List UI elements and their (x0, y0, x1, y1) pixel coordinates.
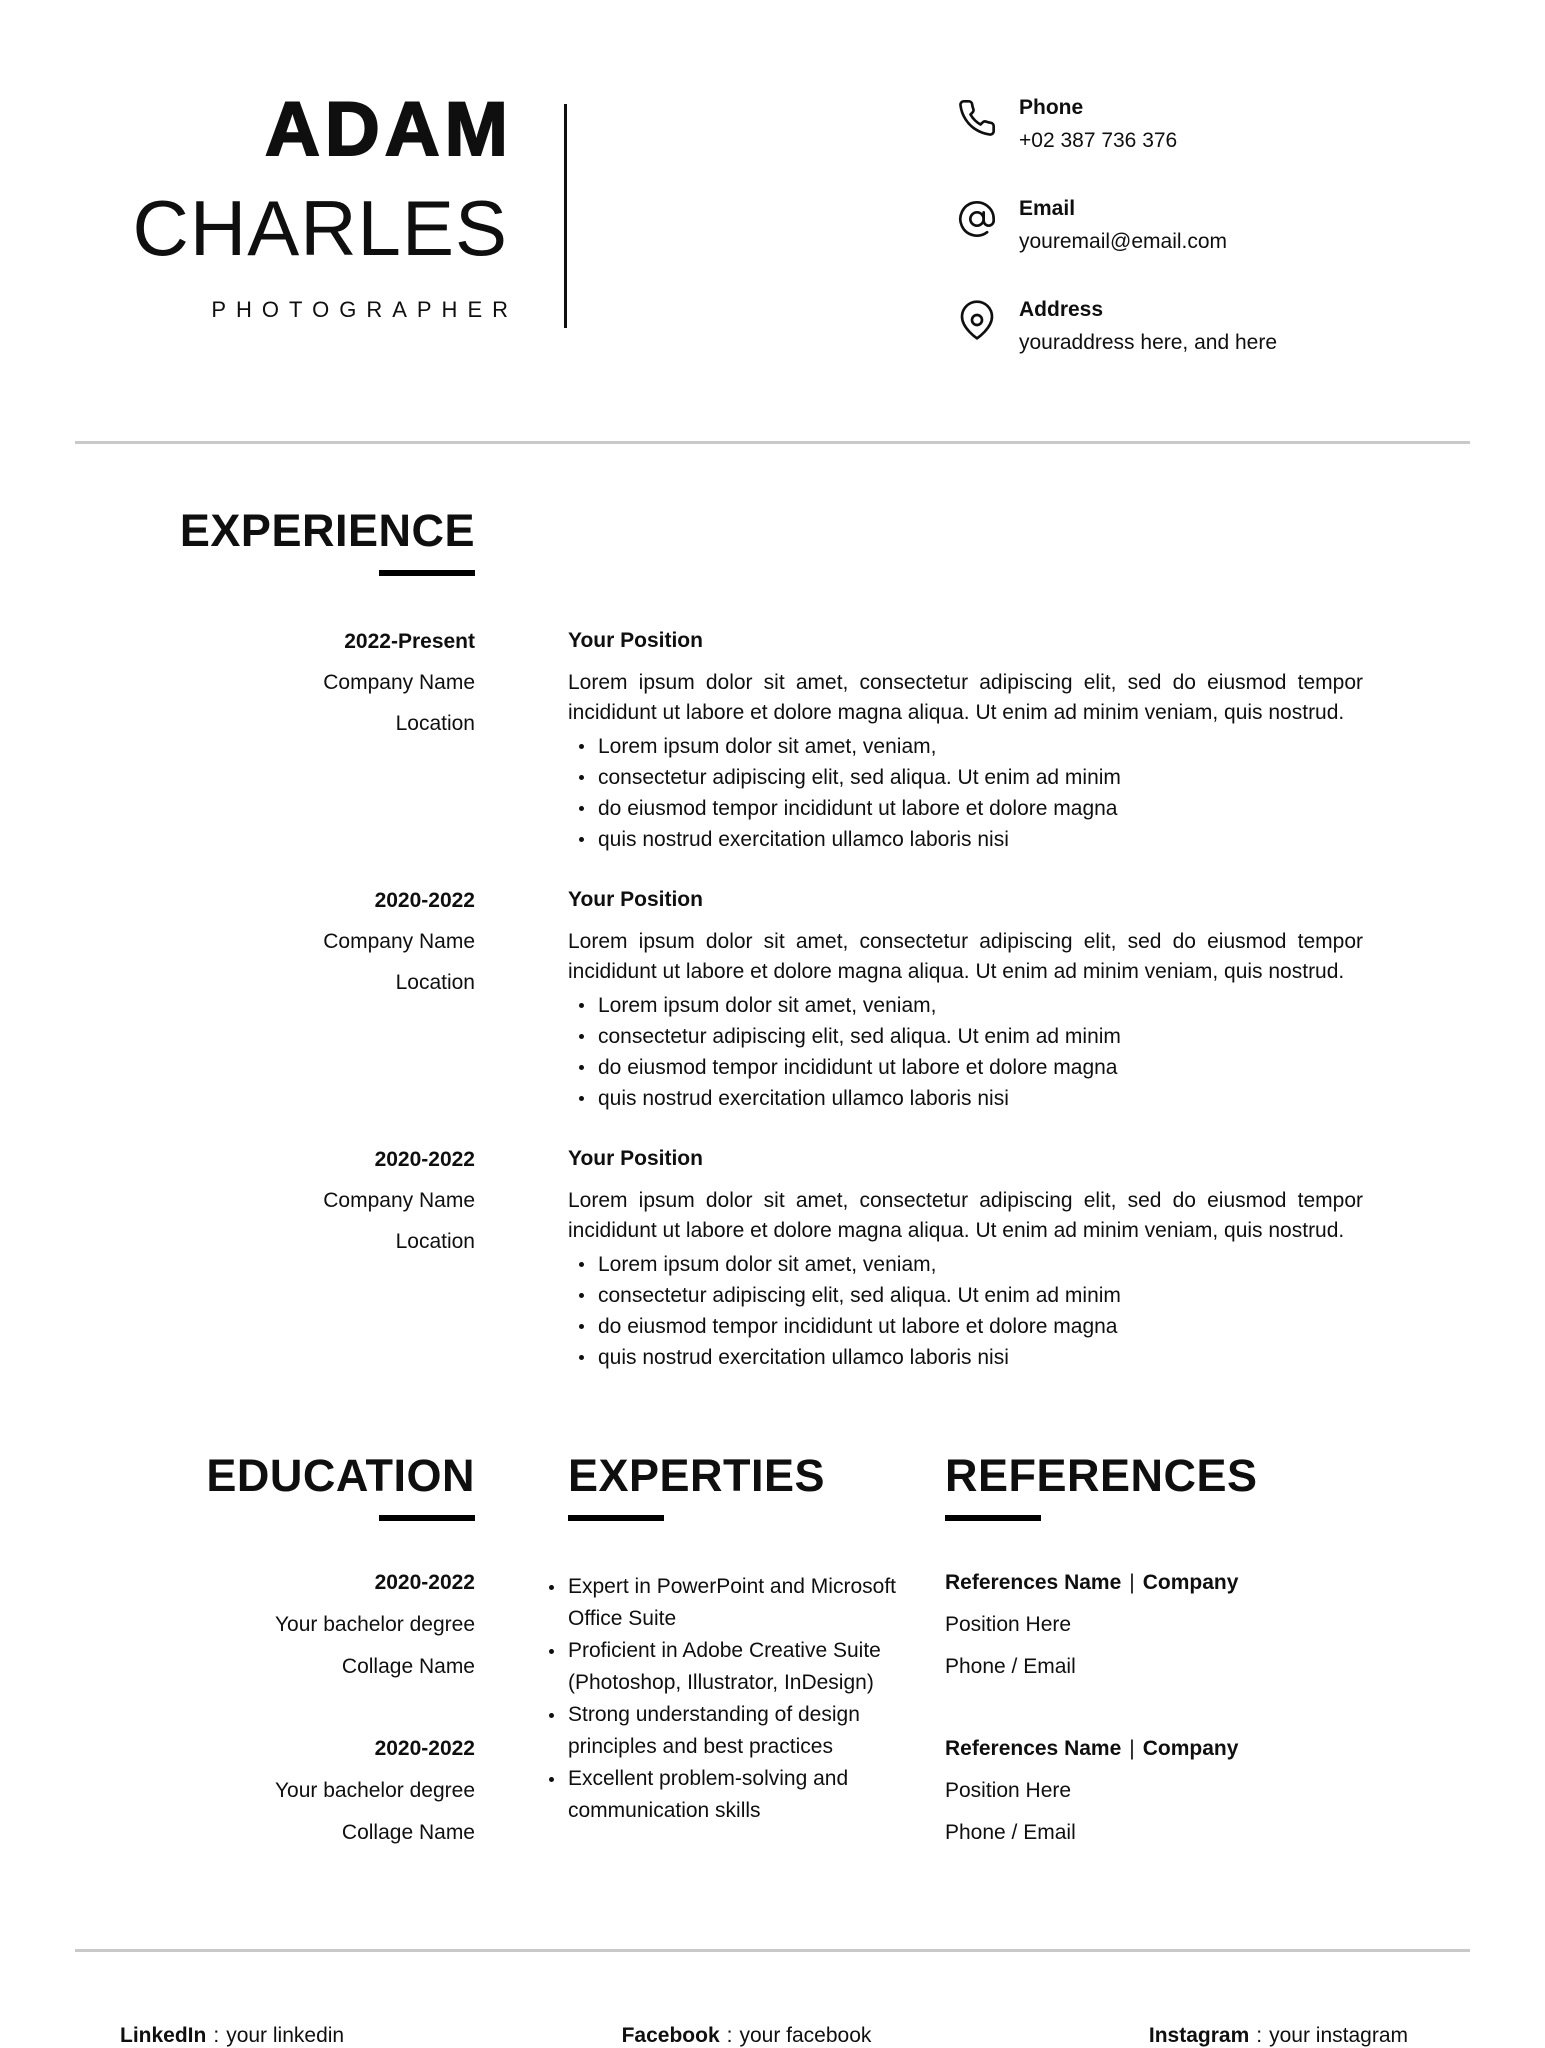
entry-meta (75, 630, 475, 855)
role-title: PHOTOGRAPHER (211, 297, 518, 322)
education-entry (75, 1737, 475, 1845)
entry-period: 2020-2022 (374, 889, 475, 912)
top-divider (75, 441, 1470, 444)
reference-name-line (945, 1737, 1470, 1761)
reference-name-line (945, 1571, 1470, 1595)
entry-meta (75, 1148, 475, 1373)
experties-item: Strong understanding of design principles and best practices (568, 1699, 912, 1763)
contact-row-email (957, 197, 1277, 254)
entry-company: Company Name (323, 671, 475, 694)
contact-text-email (1019, 197, 1227, 254)
email-value: youremail@email.com (1019, 230, 1228, 253)
experties-item: Proficient in Adobe Creative Suite (Photoshop, Illustrator, InDesign) (568, 1635, 912, 1699)
contact-row-address (957, 298, 1277, 355)
entry-bullet: do eiusmod tempor incididunt ut labore et dolore magna (568, 1052, 1363, 1083)
education-degree: Your bachelor degree (274, 1779, 475, 1802)
footer-item-facebook (622, 2024, 872, 2048)
reference-name: References Name (945, 1571, 1122, 1594)
entry-position: Your Position (568, 1147, 703, 1170)
reference-company: Company (1142, 1571, 1239, 1594)
entry-detail (568, 630, 1363, 855)
entry-bullet: quis nostrud exercitation ullamco laboris nisi (568, 1083, 1363, 1114)
references-heading: REFERENCES (945, 1450, 1258, 1501)
reference-entry (945, 1571, 1470, 1679)
experience-heading-block (75, 505, 475, 576)
contact-text-phone (1019, 96, 1177, 153)
email-label: Email (1019, 197, 1076, 220)
contact-block (957, 96, 1277, 355)
experties-heading: EXPERTIES (568, 1450, 826, 1501)
instagram-value: your instagram (1269, 2024, 1408, 2047)
entry-bullet: quis nostrud exercitation ullamco laboris nisi (568, 1342, 1363, 1373)
entry-company: Company Name (323, 1189, 475, 1212)
entry-bullet: consectetur adipiscing elit, sed aliqua. Ut enim ad minim (568, 762, 1363, 793)
entry-summary: Lorem ipsum dolor sit amet, consectetur adipiscing elit, sed do eiusmod tempor incididunt ut labore et dolore magna aliqua. Ut enim ad minim veniam, quis nostrud. (568, 930, 1363, 983)
experties-heading-rule (568, 1515, 664, 1521)
entry-position: Your Position (568, 888, 703, 911)
entry-bullet: consectetur adipiscing elit, sed aliqua. Ut enim ad minim (568, 1021, 1363, 1052)
entry-company: Company Name (323, 930, 475, 953)
experties-item: Expert in PowerPoint and Microsoft Office Suite (568, 1571, 912, 1635)
reference-separator: | (1129, 1571, 1135, 1594)
experience-entry (75, 1148, 1470, 1373)
references-heading-block (945, 1450, 1470, 1521)
experties-column (568, 1450, 912, 1903)
entry-bullet-list (568, 990, 1363, 1114)
experience-heading-rule (379, 570, 475, 576)
name-block (75, 87, 518, 323)
header (75, 0, 1470, 355)
entry-bullet-list (568, 1249, 1363, 1373)
entry-meta (75, 889, 475, 1114)
entry-bullet: do eiusmod tempor incididunt ut labore et dolore magna (568, 793, 1363, 824)
entry-position: Your Position (568, 629, 703, 652)
phone-label: Phone (1019, 96, 1084, 119)
footer (75, 2024, 1470, 2048)
entry-bullet: quis nostrud exercitation ullamco laboris nisi (568, 824, 1363, 855)
entry-location: Location (395, 971, 475, 994)
linkedin-value: your linkedin (226, 2024, 345, 2047)
education-period: 2020-2022 (374, 1571, 475, 1594)
experties-item: Excellent problem-solving and communication skills (568, 1763, 912, 1827)
at-sign-icon (957, 199, 999, 254)
entry-location: Location (395, 712, 475, 735)
entry-summary: Lorem ipsum dolor sit amet, consectetur adipiscing elit, sed do eiusmod tempor incididunt ut labore et dolore magna aliqua. Ut enim ad minim veniam, quis nostrud. (568, 671, 1363, 724)
education-heading-rule (379, 1515, 475, 1521)
experties-list (568, 1571, 912, 1827)
footer-item-linkedin (120, 2024, 344, 2048)
education-school: Collage Name (341, 1821, 475, 1844)
experience-entry (75, 630, 1470, 855)
linkedin-label: LinkedIn (120, 2024, 207, 2047)
entry-detail (568, 889, 1363, 1114)
education-entry (75, 1571, 475, 1679)
reference-company: Company (1142, 1737, 1239, 1760)
footer-separator: : (213, 2024, 220, 2047)
first-name: ADAM (265, 87, 513, 172)
contact-text-address (1019, 298, 1277, 355)
experience-heading: EXPERIENCE (179, 505, 475, 556)
experties-heading-block (568, 1450, 912, 1521)
entry-detail (568, 1148, 1363, 1373)
education-period: 2020-2022 (374, 1737, 475, 1760)
experience-entry (75, 889, 1470, 1114)
reference-position: Position Here (945, 1779, 1072, 1802)
footer-separator: : (726, 2024, 733, 2047)
reference-separator: | (1129, 1737, 1135, 1760)
education-degree: Your bachelor degree (274, 1613, 475, 1636)
references-column (945, 1450, 1470, 1903)
entry-bullet: Lorem ipsum dolor sit amet, veniam, (568, 731, 1363, 762)
entry-bullet: do eiusmod tempor incididunt ut labore et dolore magna (568, 1311, 1363, 1342)
entry-location: Location (395, 1230, 475, 1253)
education-school: Collage Name (341, 1655, 475, 1678)
reference-entry (945, 1737, 1470, 1845)
bottom-section (75, 1450, 1470, 1903)
footer-item-instagram (1149, 2024, 1408, 2048)
entry-bullet: Lorem ipsum dolor sit amet, veniam, (568, 990, 1363, 1021)
map-pin-icon (957, 300, 999, 355)
entry-bullet: consectetur adipiscing elit, sed aliqua. Ut enim ad minim (568, 1280, 1363, 1311)
footer-separator: : (1256, 2024, 1263, 2047)
last-name: CHARLES (132, 184, 508, 272)
reference-name: References Name (945, 1737, 1122, 1760)
education-column (75, 1450, 475, 1903)
address-label: Address (1019, 298, 1104, 321)
address-value: youraddress here, and here (1019, 331, 1277, 354)
reference-contact: Phone / Email (945, 1655, 1076, 1678)
education-heading-block (75, 1450, 475, 1521)
references-heading-rule (945, 1515, 1041, 1521)
reference-position: Position Here (945, 1613, 1072, 1636)
entry-summary: Lorem ipsum dolor sit amet, consectetur adipiscing elit, sed do eiusmod tempor incididunt ut labore et dolore magna aliqua. Ut enim ad minim veniam, quis nostrud. (568, 1189, 1363, 1242)
entry-period: 2020-2022 (374, 1148, 475, 1171)
contact-row-phone (957, 96, 1277, 153)
education-heading: EDUCATION (206, 1450, 475, 1501)
reference-contact: Phone / Email (945, 1821, 1076, 1844)
phone-icon (957, 98, 999, 153)
experience-section (75, 505, 1470, 1373)
instagram-label: Instagram (1148, 2024, 1250, 2047)
bottom-divider (75, 1949, 1470, 1952)
entry-period: 2022-Present (344, 630, 475, 653)
facebook-value: your facebook (739, 2024, 872, 2047)
phone-value: +02 387 736 376 (1019, 129, 1178, 152)
header-vertical-divider (564, 104, 567, 328)
entry-bullet-list (568, 731, 1363, 855)
entry-bullet: Lorem ipsum dolor sit amet, veniam, (568, 1249, 1363, 1280)
facebook-label: Facebook (621, 2024, 720, 2047)
